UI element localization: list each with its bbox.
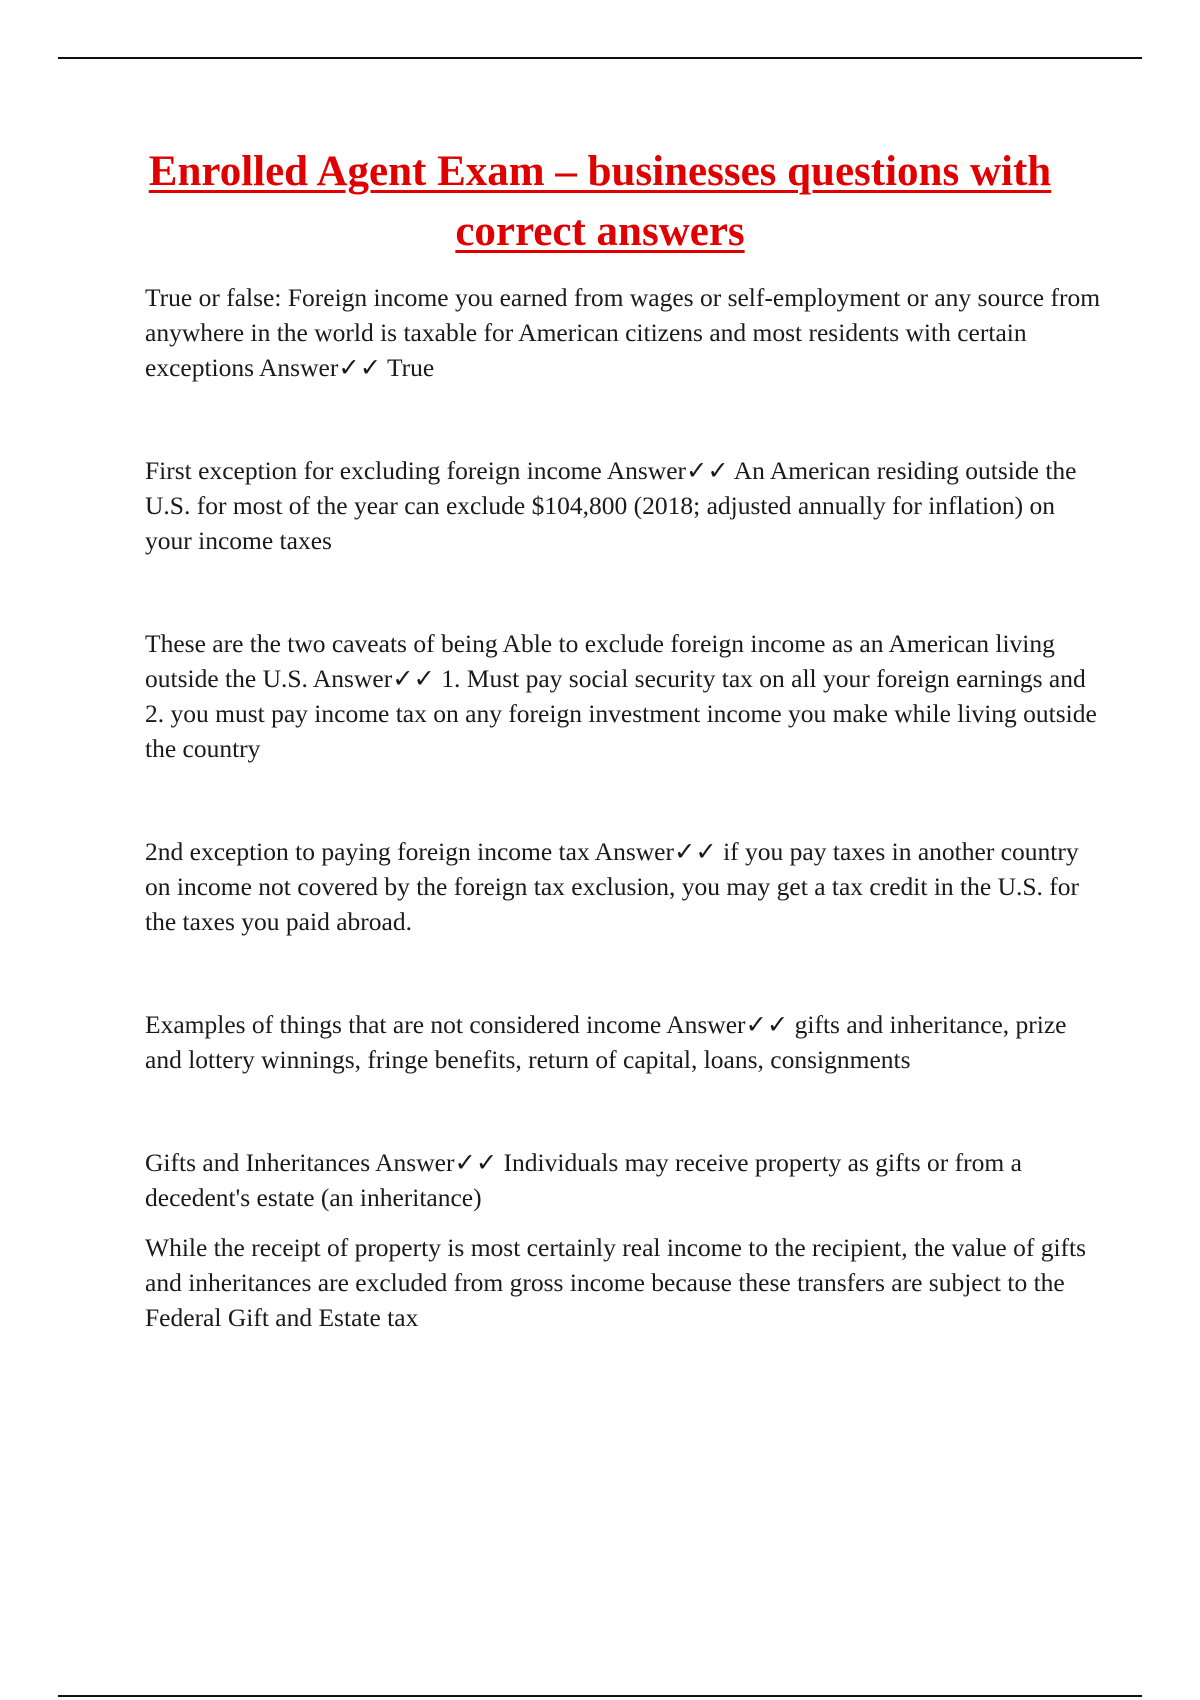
paragraph-gift-estate-tax: While the receipt of property is most certainly real income to the recipient, the value of gifts and inheritances are excluded from gross income because these transfers are subject to the Federal Gift and Estate tax — [145, 1233, 1087, 1332]
paragraph-two-caveats: These are the two caveats of being Able to exclude foreign income as an American living outside the U.S. Answer✓✓ 1. Must pay social security tax on all your foreign earnings and 2. you must pay income tax on any foreign investment income you make while living outside the country — [145, 629, 1097, 763]
paragraph-gifts-inheritances: Gifts and Inheritances Answer✓✓ Individuals may receive property as gifts or from a decedent's estate (an inheritance) — [145, 1148, 1022, 1212]
footer-rule — [58, 1695, 1142, 1697]
document-title: Enrolled Agent Exam – businesses questions with correct answers — [148, 148, 1052, 255]
paragraph-second-exception: 2nd exception to paying foreign income tax Answer✓✓ if you pay taxes in another country on income not covered by the foreign tax exclusion, you may get a tax credit in the U.S. for the taxes you paid abroad. — [145, 837, 1080, 936]
paragraph-first-exception: First exception for excluding foreign income Answer✓✓ An American residing outside the U.S. for most of the year can exclude $104,800 (2018; adjusted annually for inflation) on your income taxes — [145, 456, 1077, 555]
header-rule — [58, 57, 1142, 59]
paragraph-not-income-examples: Examples of things that are not considered income Answer✓✓ gifts and inheritance, prize and lottery winnings, fringe benefits, return of capital, loans, consignments — [145, 1010, 1067, 1074]
document-body — [145, 280, 1105, 1335]
paragraph-foreign-income-taxable: True or false: Foreign income you earned from wages or self-employment or any source from anywhere in the world is taxable for American citizens and most residents with certain exceptions Answer✓✓ True — [145, 283, 1101, 382]
